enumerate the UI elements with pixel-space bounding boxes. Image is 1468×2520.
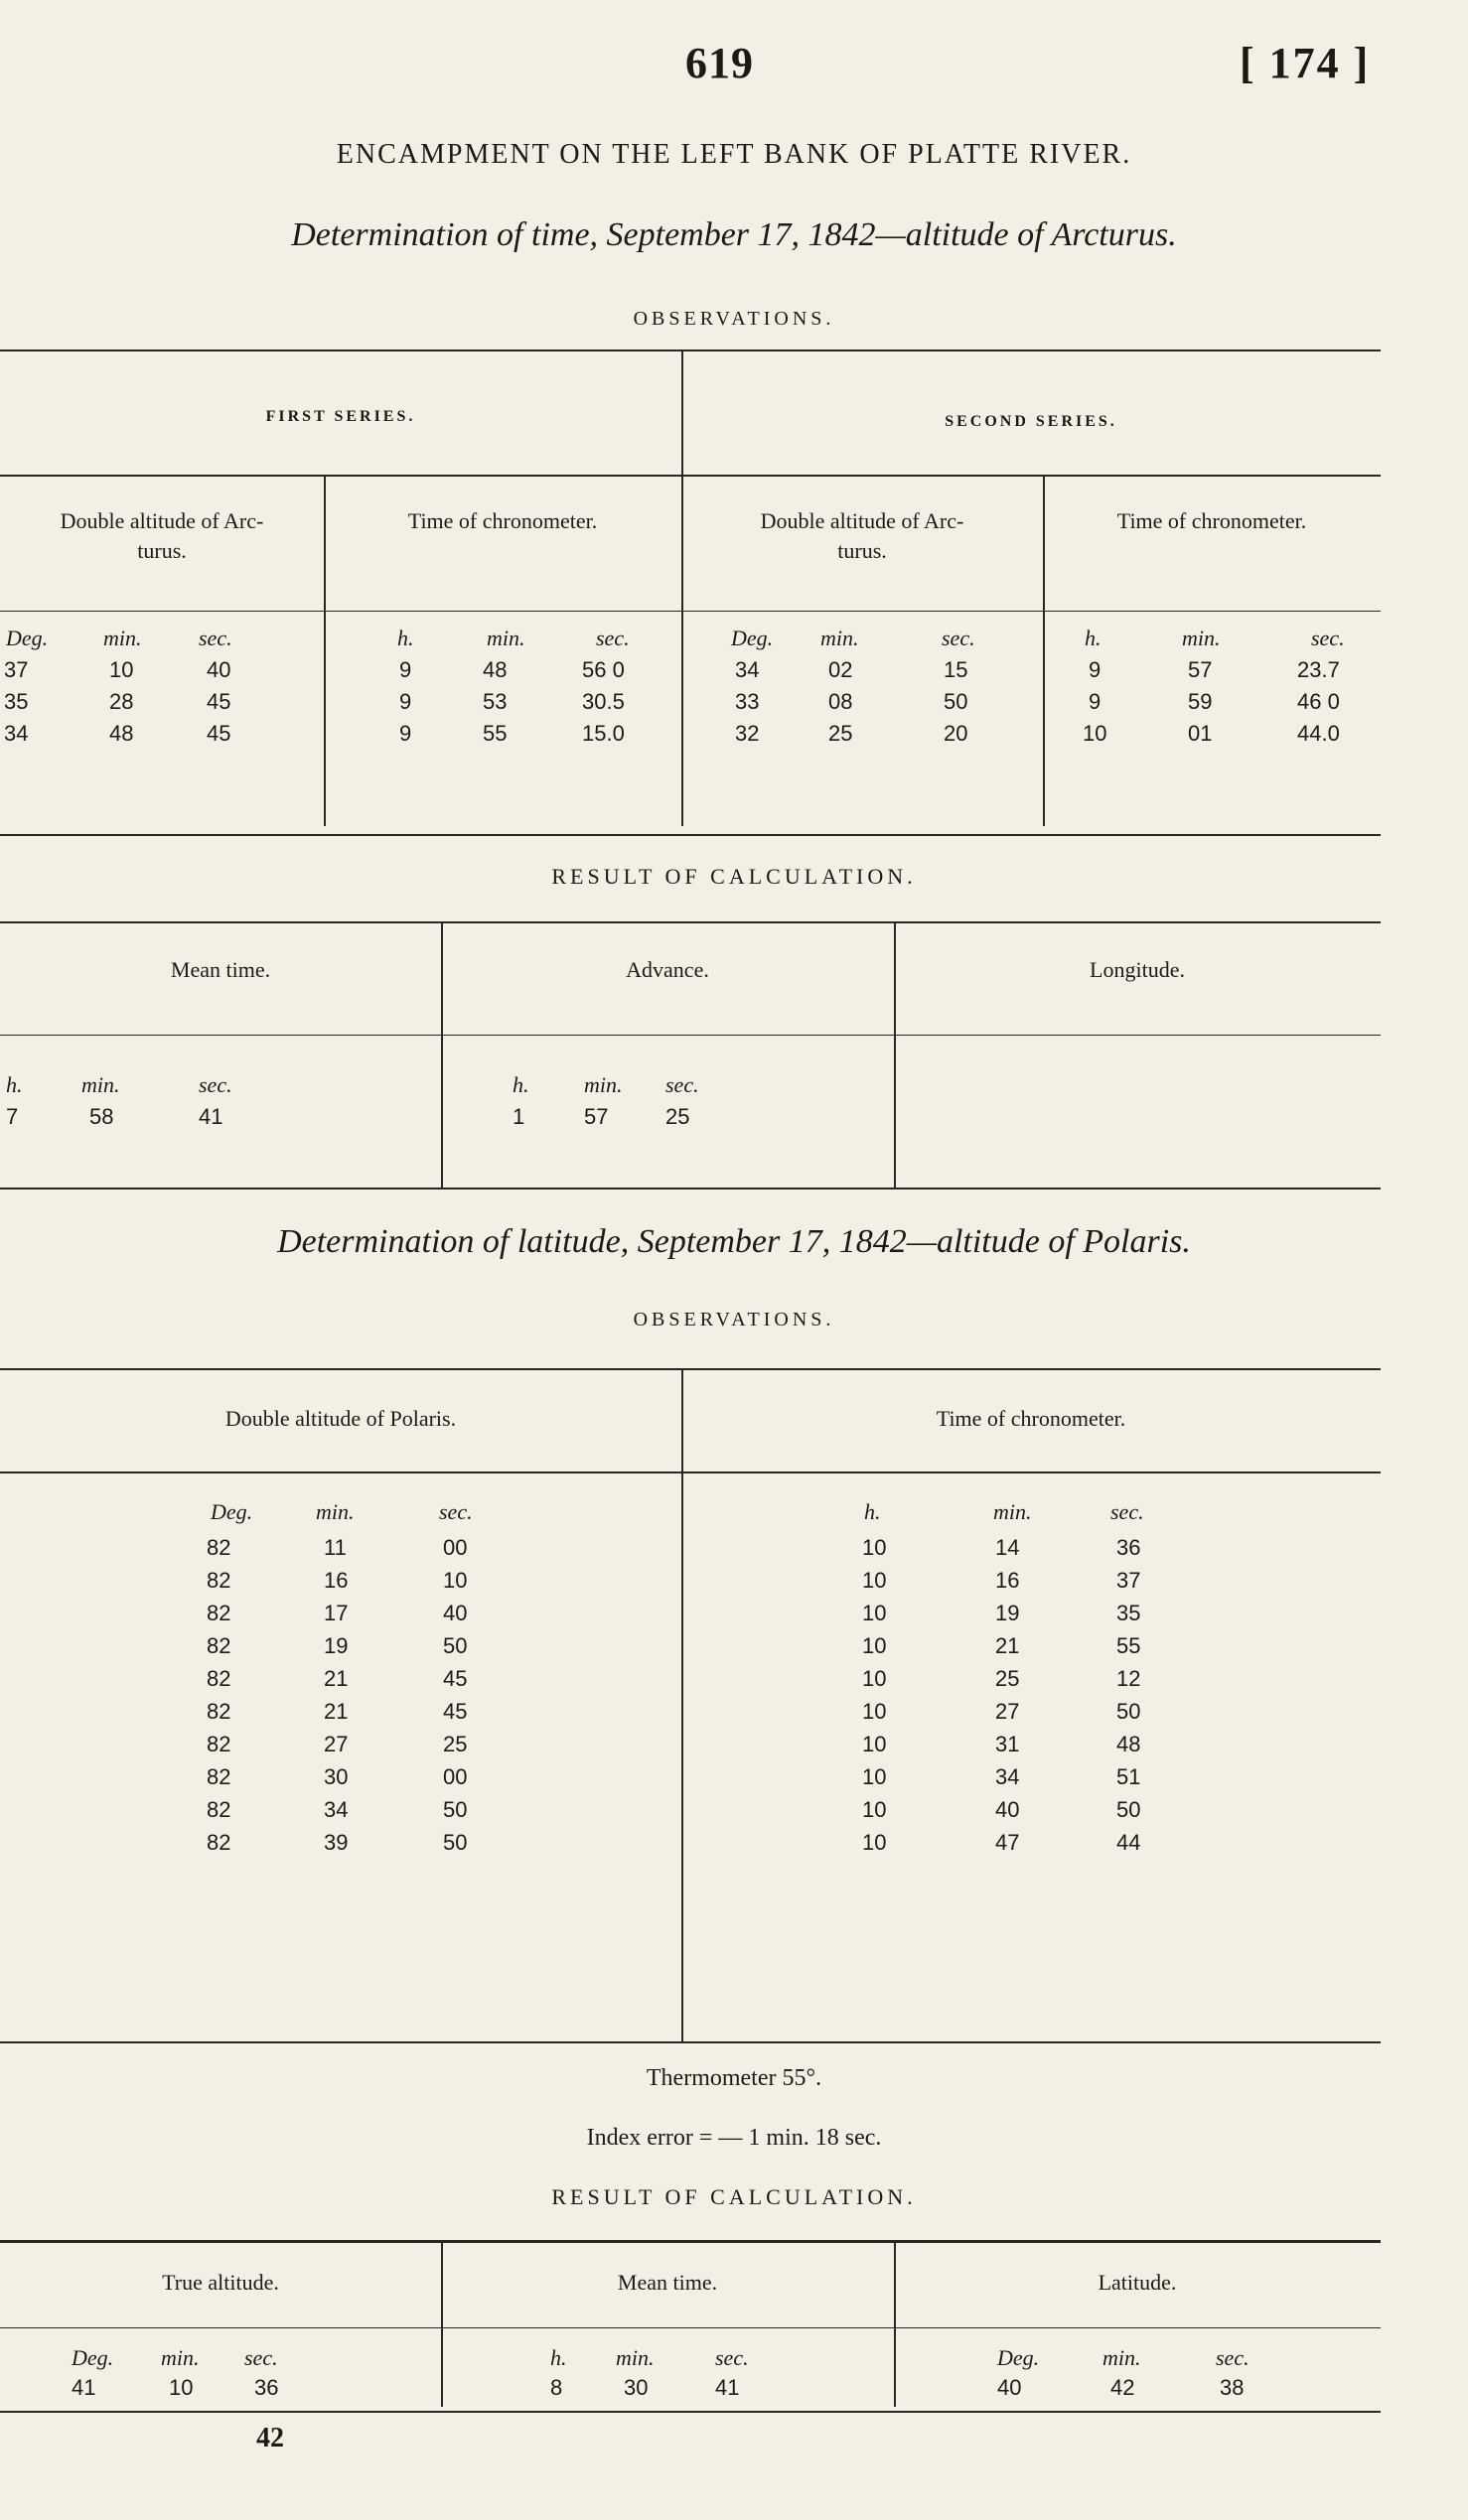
signature-mark: 42 (256, 2423, 284, 2453)
lat-result-divider-1 (441, 2240, 443, 2407)
latitude-section-heading: Determination of latitude, September 17, 1842—altitude of Polaris. (277, 1223, 1191, 1260)
lat-result-col-mean-time: Mean time. (617, 2270, 718, 2295)
index-error-note: Index error = — 1 min. 18 sec. (586, 2125, 882, 2151)
lat-table-bottom-rule (0, 2041, 1381, 2043)
lat-table-top-rule (0, 1368, 1381, 1370)
lat-col-divider (681, 1368, 683, 2043)
series-header-rule (0, 475, 1381, 477)
result-col-advance: Advance. (626, 957, 709, 982)
time-observations-label: OBSERVATIONS. (633, 308, 835, 330)
lat-result-col-true-altitude: True altitude. (162, 2270, 279, 2295)
lat-col-altitude: Double altitude of Polaris. (224, 1406, 457, 1431)
lat-result-top-rule (0, 2240, 1381, 2243)
latitude-result-label: RESULT OF CALCULATION. (551, 2184, 917, 2209)
units-rule (0, 611, 1381, 612)
result-header-rule (0, 1035, 1381, 1036)
time-result-label: RESULT OF CALCULATION. (551, 864, 917, 889)
second-series-label: SECOND SERIES. (945, 413, 1117, 430)
latitude-observations-label: OBSERVATIONS. (633, 1309, 835, 1330)
col-header-time: Time of chronometer. (407, 508, 598, 533)
col-header-time-2: Time of chronometer. (1116, 508, 1307, 533)
lat-result-bottom-rule (0, 2411, 1381, 2413)
lat-header-rule (0, 1471, 1381, 1473)
col-header-altitude-2: Double altitude of Arc- turus. (760, 508, 964, 563)
first-series-label: FIRST SERIES. (265, 408, 416, 425)
page-number: 619 (685, 39, 754, 87)
thermometer-note: Thermometer 55°. (646, 2065, 822, 2091)
result-top-rule (0, 921, 1381, 923)
col-header-altitude: Double altitude of Arc- turus. (60, 508, 264, 563)
result-col-longitude: Longitude. (1090, 957, 1185, 982)
time-section-heading: Determination of time, September 17, 1842—altitude of Arcturus. (291, 216, 1177, 253)
table-bottom-rule (0, 834, 1381, 836)
lat-result-col-latitude: Latitude. (1098, 2270, 1177, 2295)
lat-result-divider-2 (894, 2240, 896, 2407)
lat-result-header-rule (0, 2327, 1381, 2328)
result-bottom-rule (0, 1188, 1381, 1190)
table-top-rule (0, 350, 1381, 351)
result-col-mean-time: Mean time. (170, 957, 271, 982)
lat-col-time: Time of chronometer. (936, 1406, 1126, 1431)
page-header-title: ENCAMPMENT ON THE LEFT BANK OF PLATTE RIVER. (336, 139, 1132, 170)
page-bracket-number: [ 174 ] (1240, 39, 1371, 87)
